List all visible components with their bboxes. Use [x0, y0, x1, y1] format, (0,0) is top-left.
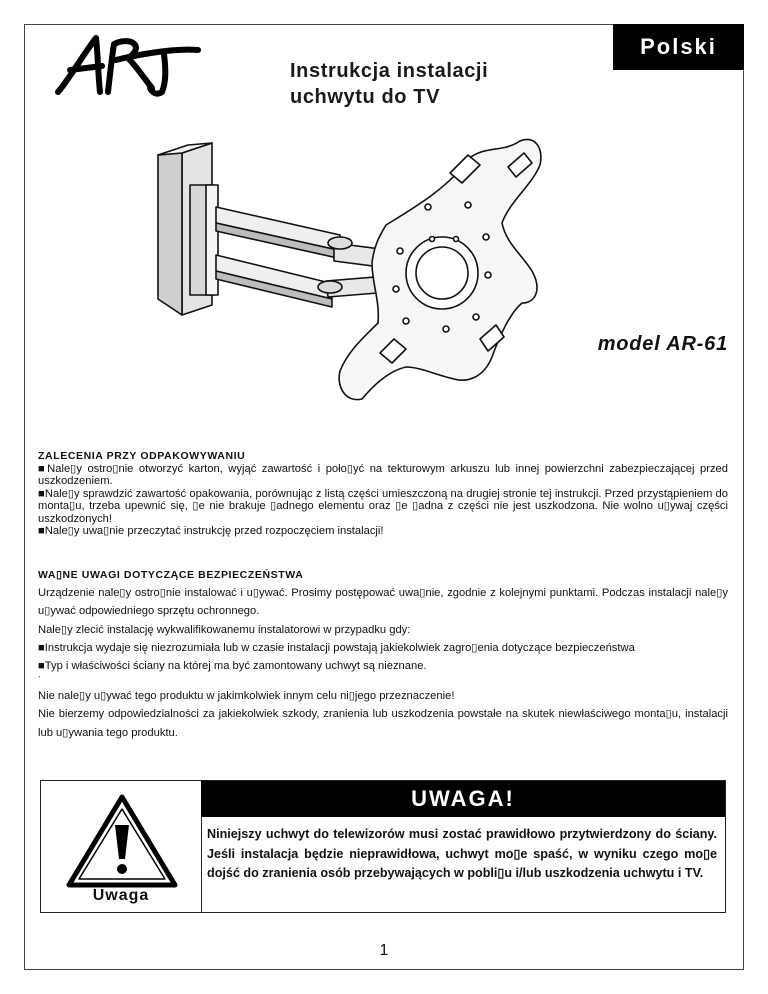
- document-title: [290, 58, 488, 110]
- safety-paragraph: Nie nale▯y u▯ywać tego produktu w jakimkolwiek innym celu ni▯jego przeznaczenie!: [38, 690, 455, 703]
- warning-heading: UWAGA!: [201, 781, 725, 817]
- safety-bullet: ■Typ i właściwości ściany na której ma być zamontowany uchwyt są nieznane.: [38, 660, 427, 673]
- unpacking-recommendations: [38, 450, 728, 538]
- title-line-1: Instrukcja instalacji: [290, 60, 489, 82]
- warning-triangle-icon: [63, 791, 181, 891]
- warning-text: Niniejszy uchwyt do telewizorów musi zostać prawidłowo przytwierdzony do ściany. Jeśli instalacja będzie nieprawidłowa, uchwyt mo▯e spaść, w wyniku czego mo▯e dojść do zranienia osób przebywających w pobli▯u i/lub uszkodzenia uchwytu i TV.: [207, 827, 717, 880]
- safety-heading: WA▯NE UWAGI DOTYCZĄCE BEZPIECZEŃSTWA: [38, 569, 304, 581]
- art-logo: [52, 30, 202, 100]
- unpacking-heading: ZALECENIA PRZY ODPAKOWYWANIU: [38, 450, 246, 462]
- safety-paragraph: Nale▯y zlecić instalację wykwalifikowanemu instalatorowi w przypadku gdy:: [38, 623, 411, 636]
- language-tab: Polski: [613, 24, 744, 70]
- tv-bracket-illustration: [150, 125, 580, 425]
- unpacking-item: ■Nale▯y sprawdzić zawartość opakowania, porównując z listą części umieszczoną na drugiej stronie tej instrukcji. Przed przystąpieniem do monta▯u, trzeba upewnić się, ▯e nie brakuje ▯adnego elementu oraz ▯e ▯adna z części nie jest uszkodzona. Nie wolno u▯ywaj części uszkodzonych!: [38, 487, 728, 525]
- title-line-2: uchwytu do TV: [290, 86, 441, 108]
- safety-bullet: ■Instrukcja wydaje się niezrozumiała lub w czasie instalacji powstają jakiekolwiek zagro▯enia dotyczące bezpieczeństwa: [38, 641, 635, 654]
- warning-caption: Uwaga: [92, 887, 150, 904]
- unpacking-item: ■Nale▯y uwa▯nie przeczytać instrukcję przed rozpoczęciem instalacji!: [38, 525, 384, 537]
- safety-paragraph: Urządzenie nale▯y ostro▯nie instalować i u▯ywać. Prosimy postępować uwa▯nie, zgodnie z kolejnymi punktami. Podczas instalacji nale▯y u▯ywać odpowiedniego sprzętu ochronnego.: [38, 587, 728, 618]
- warning-icon-panel: [41, 781, 202, 912]
- stray-mark: `: [38, 675, 41, 686]
- safety-notes: [38, 566, 728, 742]
- safety-paragraph: Nie bierzemy odpowiedzialności za jakiekolwiek szkody, zranienia lub uszkodzenia powstałe na skutek niewłaściwego monta▯u, instalacji lub u▯ywania tego produktu.: [38, 708, 728, 739]
- warning-box: [40, 780, 726, 913]
- model-label: model AR-61: [597, 333, 728, 355]
- page-number: 1: [379, 942, 389, 959]
- unpacking-item: ■Nale▯y ostro▯nie otworzyć karton, wyjąć zawartość i poło▯yć na tekturowym arkuszu lub innej powierzchni zabezpieczającej przed uszkodzeniem.: [38, 462, 728, 487]
